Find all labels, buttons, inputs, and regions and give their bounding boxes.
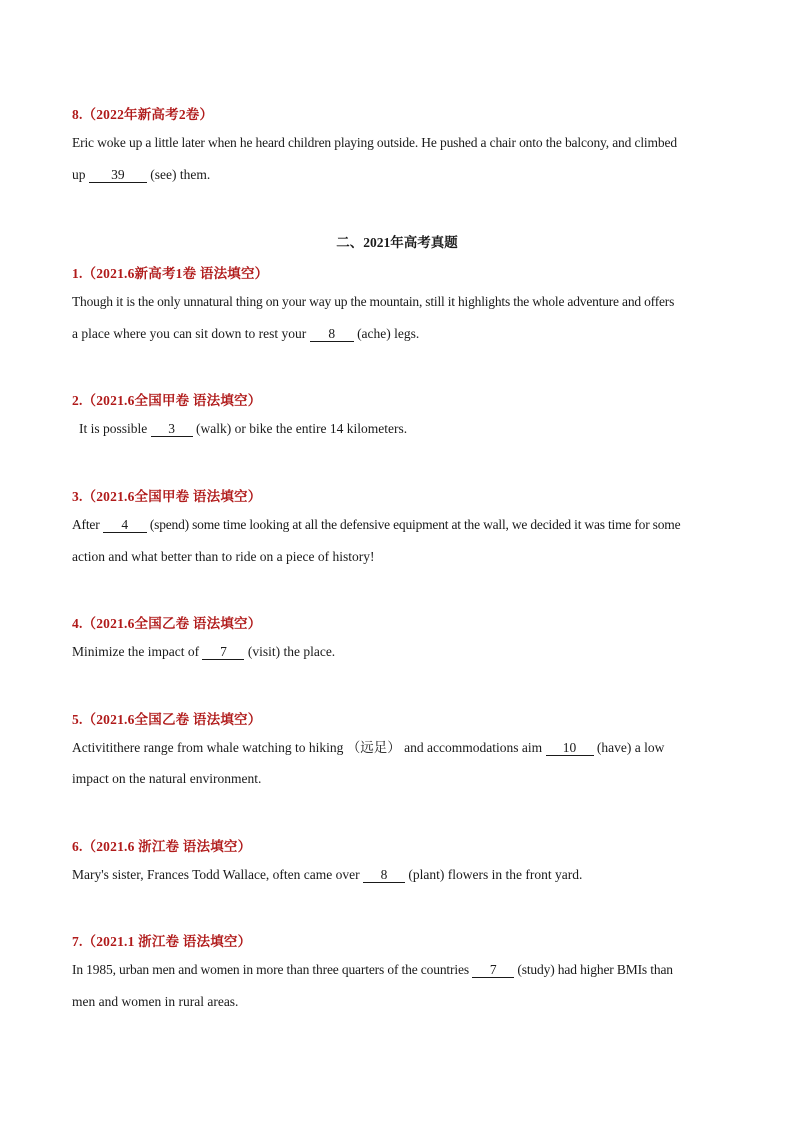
question-heading: 8.（2022年新高考2卷） — [72, 107, 214, 122]
answer-blank[interactable]: 7 — [472, 963, 514, 978]
question-heading: 5.（2021.6全国乙卷 语法填空） — [72, 712, 262, 727]
answer-blank[interactable]: 39 — [89, 168, 147, 183]
answer-blank[interactable]: 8 — [363, 868, 405, 883]
question-heading: 6.（2021.6 浙江卷 语法填空） — [72, 839, 252, 854]
section-title: 二、2021年高考真题 — [336, 235, 458, 250]
question-text: action and what better than to ride on a piece of history! — [72, 549, 375, 564]
question-text: a place where you can sit down to rest your 8 (ache) legs. — [72, 326, 420, 341]
question-text: It is possible 3 (walk) or bike the entire 14 kilometers. — [79, 421, 408, 436]
question-text: men and women in rural areas. — [72, 994, 239, 1009]
question-text: impact on the natural environment. — [72, 771, 262, 786]
question-heading: 3.（2021.6全国甲卷 语法填空） — [72, 489, 262, 504]
answer-blank[interactable]: 3 — [151, 422, 193, 437]
answer-blank[interactable]: 10 — [546, 741, 594, 756]
answer-blank[interactable]: 8 — [310, 327, 354, 342]
answer-blank[interactable]: 7 — [202, 645, 244, 660]
question-text: Though it is the only unnatural thing on your way up the mountain, still it highlights the whole adventure and offers — [72, 294, 675, 309]
question-text: In 1985, urban men and women in more than three quarters of the countries 7 (study) had higher BMIs than — [72, 962, 673, 977]
question-heading: 7.（2021.1 浙江卷 语法填空） — [72, 934, 252, 949]
question-text: Mary's sister, Frances Todd Wallace, often came over 8 (plant) flowers in the front yard. — [72, 867, 583, 882]
question-heading: 2.（2021.6全国甲卷 语法填空） — [72, 393, 262, 408]
question-heading: 1.（2021.6新高考1卷 语法填空） — [72, 266, 269, 281]
question-text: up 39 (see) them. — [72, 167, 211, 182]
question-text: After 4 (spend) some time looking at all the defensive equipment at the wall, we decided it was time for some — [72, 517, 681, 532]
question-text: Eric woke up a little later when he heard children playing outside. He pushed a chair onto the balcony, and climbed — [72, 135, 677, 150]
question-heading: 4.（2021.6全国乙卷 语法填空） — [72, 616, 262, 631]
question-text: Minimize the impact of 7 (visit) the place. — [72, 644, 336, 659]
question-text: Activitithere range from whale watching to hiking （远足） and accommodations aim 10 (have) a low — [72, 740, 665, 755]
answer-blank[interactable]: 4 — [103, 518, 147, 533]
